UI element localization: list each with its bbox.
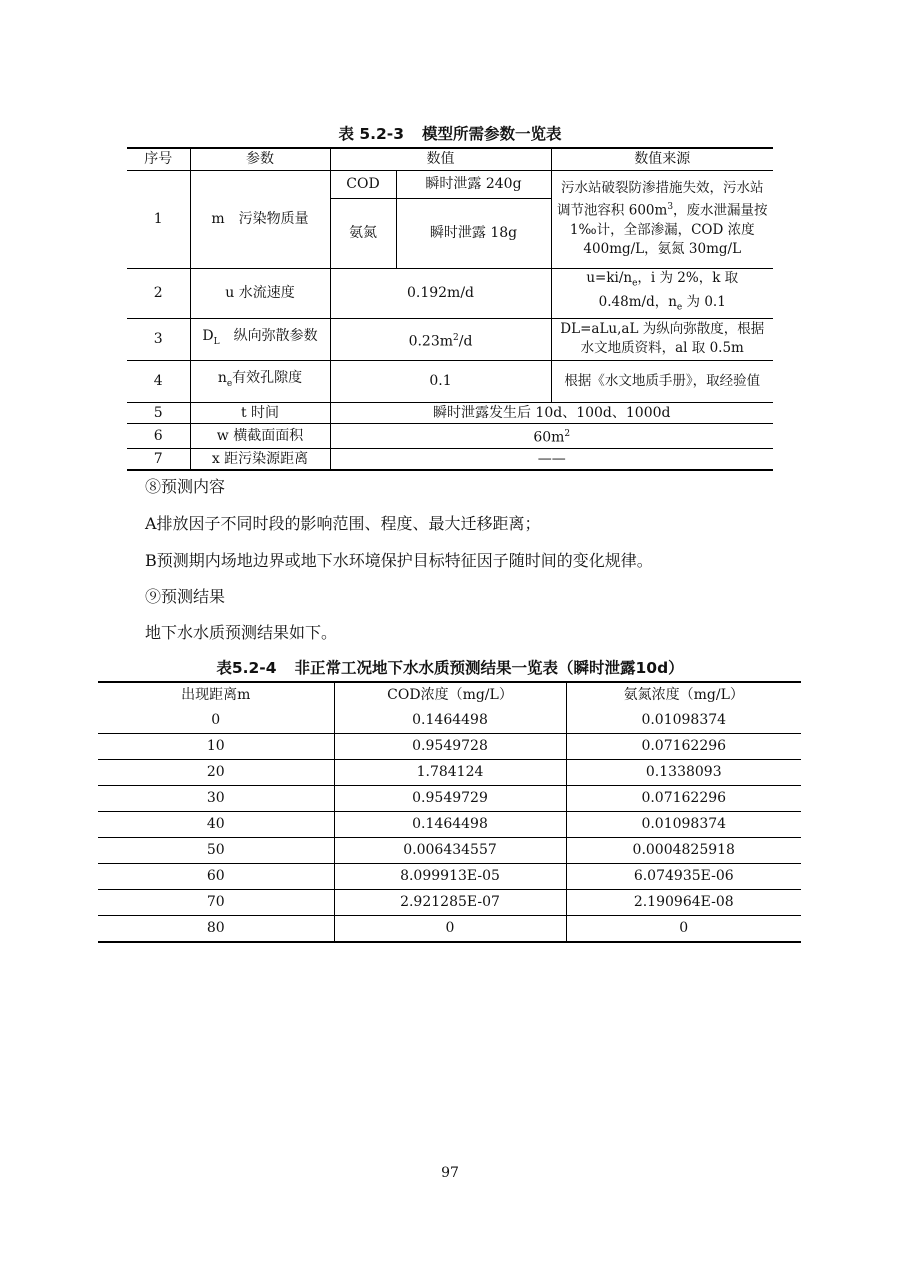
row1-param: m 污染物质量 — [190, 170, 330, 268]
row2-value: 0.192m/d — [330, 268, 551, 318]
table-row — [98, 916, 801, 943]
table-row — [98, 734, 801, 760]
row1-cod-label: COD — [330, 170, 396, 198]
table2-header-ammonia: 氨氮浓度（mg/L） — [566, 682, 801, 708]
table-row — [98, 786, 801, 812]
paragraph-prediction-result: ⑨预测结果 — [145, 587, 226, 606]
table2-caption — [0, 656, 900, 678]
distance-cell: 60 — [98, 864, 334, 890]
paragraph-prediction-content: ⑧预测内容 — [145, 477, 226, 496]
paragraph-item-b: B预测期内场地边界或地下水环境保护目标特征因子随时间的变化规律。 — [145, 551, 653, 570]
row5-no: 5 — [127, 402, 190, 423]
table1-caption-title: 模型所需参数一览表 — [422, 125, 562, 143]
distance-cell: 80 — [98, 916, 334, 943]
table1-caption-number: 表 5.2-3 — [338, 125, 405, 143]
table-row — [127, 268, 773, 318]
cod-cell: 0 — [334, 916, 566, 943]
table2-header-row — [98, 682, 801, 708]
row6-no: 6 — [127, 423, 190, 448]
cod-cell: 0.1464498 — [334, 812, 566, 838]
ammonia-cell: 0.07162296 — [566, 734, 801, 760]
page-number: 97 — [441, 1165, 459, 1181]
ammonia-cell: 0.01098374 — [566, 812, 801, 838]
distance-cell: 70 — [98, 890, 334, 916]
cod-cell: 1.784124 — [334, 760, 566, 786]
ammonia-cell: 0.07162296 — [566, 786, 801, 812]
ammonia-cell: 6.074935E-06 — [566, 864, 801, 890]
paragraph-item-a: A排放因子不同时段的影响范围、程度、最大迁移距离； — [145, 514, 541, 533]
table-row — [98, 864, 801, 890]
table2-caption-title: 非正常工况地下水水质预测结果一览表（瞬时泄露10d） — [294, 659, 684, 677]
paragraph-result-intro: 地下水水质预测结果如下。 — [145, 623, 338, 642]
cod-cell: 2.921285E-07 — [334, 890, 566, 916]
ammonia-cell: 0 — [566, 916, 801, 943]
distance-cell: 10 — [98, 734, 334, 760]
row4-no: 4 — [127, 360, 190, 402]
table2-caption-number: 表5.2-4 — [216, 659, 277, 677]
row4-param: $n_e$有效孔隙度 — [190, 360, 330, 402]
table1-header-value: 数值 — [330, 148, 551, 170]
ammonia-cell: 2.190964E-08 — [566, 890, 801, 916]
row6-param: w 横截面面积 — [190, 423, 330, 448]
table2-header-distance: 出现距离m — [98, 682, 334, 708]
table-row — [127, 318, 773, 360]
row5-param: t 时间 — [190, 402, 330, 423]
table-row — [127, 448, 773, 470]
distance-cell: 0 — [98, 708, 334, 734]
ammonia-cell: 0.01098374 — [566, 708, 801, 734]
row3-param: $D_L$ 纵向弥散参数 — [190, 318, 330, 360]
table1-header-param: 参数 — [190, 148, 330, 170]
distance-cell: 30 — [98, 786, 334, 812]
cod-cell: 0.1464498 — [334, 708, 566, 734]
table1-header-no: 序号 — [127, 148, 190, 170]
distance-cell: 50 — [98, 838, 334, 864]
row3-source: DL=aLu,aL 为纵向弥散度，根据水文地质资料，al 取 0.5m — [551, 318, 773, 360]
prediction-result-table — [98, 681, 801, 943]
row1-no: 1 — [127, 170, 190, 268]
cod-cell: 0.9549728 — [334, 734, 566, 760]
distance-cell: 20 — [98, 760, 334, 786]
distance-cell: 40 — [98, 812, 334, 838]
table-row — [127, 402, 773, 423]
row4-value: 0.1 — [330, 360, 551, 402]
ammonia-cell: 0.1338093 — [566, 760, 801, 786]
row1-cod-value: 瞬时泄露 240g — [396, 170, 551, 198]
cod-cell: 0.9549729 — [334, 786, 566, 812]
row1-nh-label: 氨氮 — [330, 198, 396, 268]
row3-value: $0.23m^2/d$ — [330, 318, 551, 360]
row4-source: 根据《水文地质手册》，取经验值 — [551, 360, 773, 402]
ammonia-cell: 0.0004825918 — [566, 838, 801, 864]
table-row — [98, 708, 801, 734]
row5-value: 瞬时泄露发生后 10d、100d、1000d — [330, 402, 773, 423]
table2-body — [98, 708, 801, 942]
row2-no: 2 — [127, 268, 190, 318]
row6-value: $60m^2$ — [330, 423, 773, 448]
table1-header-row — [127, 148, 773, 170]
row2-source: $u=ki/n_e$，i 为 2%，k 取 0.48m/d，$n_e$ 为 0.1 — [551, 268, 773, 318]
row1-nh-value: 瞬时泄露 18g — [396, 198, 551, 268]
cod-cell: 0.006434557 — [334, 838, 566, 864]
parameter-table — [127, 147, 773, 471]
table-row — [127, 360, 773, 402]
table-row — [98, 812, 801, 838]
row7-param: x 距污染源距离 — [190, 448, 330, 470]
row1-source: 污水站破裂防渗措施失效，污水站调节池容积 $600m^3$，废水泄漏量按 1‰计，全部渗漏，COD 浓度 400mg/L，氨氮 30mg/L — [551, 170, 773, 268]
table-row — [127, 423, 773, 448]
row7-value: —— — [330, 448, 773, 470]
table1-caption — [0, 122, 900, 144]
row2-param: u 水流速度 — [190, 268, 330, 318]
table-row — [127, 170, 773, 198]
table-row — [98, 890, 801, 916]
table1-header-source: 数值来源 — [551, 148, 773, 170]
row3-no: 3 — [127, 318, 190, 360]
table2-header-cod: COD浓度（mg/L） — [334, 682, 566, 708]
row7-no: 7 — [127, 448, 190, 470]
table-row — [98, 760, 801, 786]
table-row — [98, 838, 801, 864]
cod-cell: 8.099913E-05 — [334, 864, 566, 890]
